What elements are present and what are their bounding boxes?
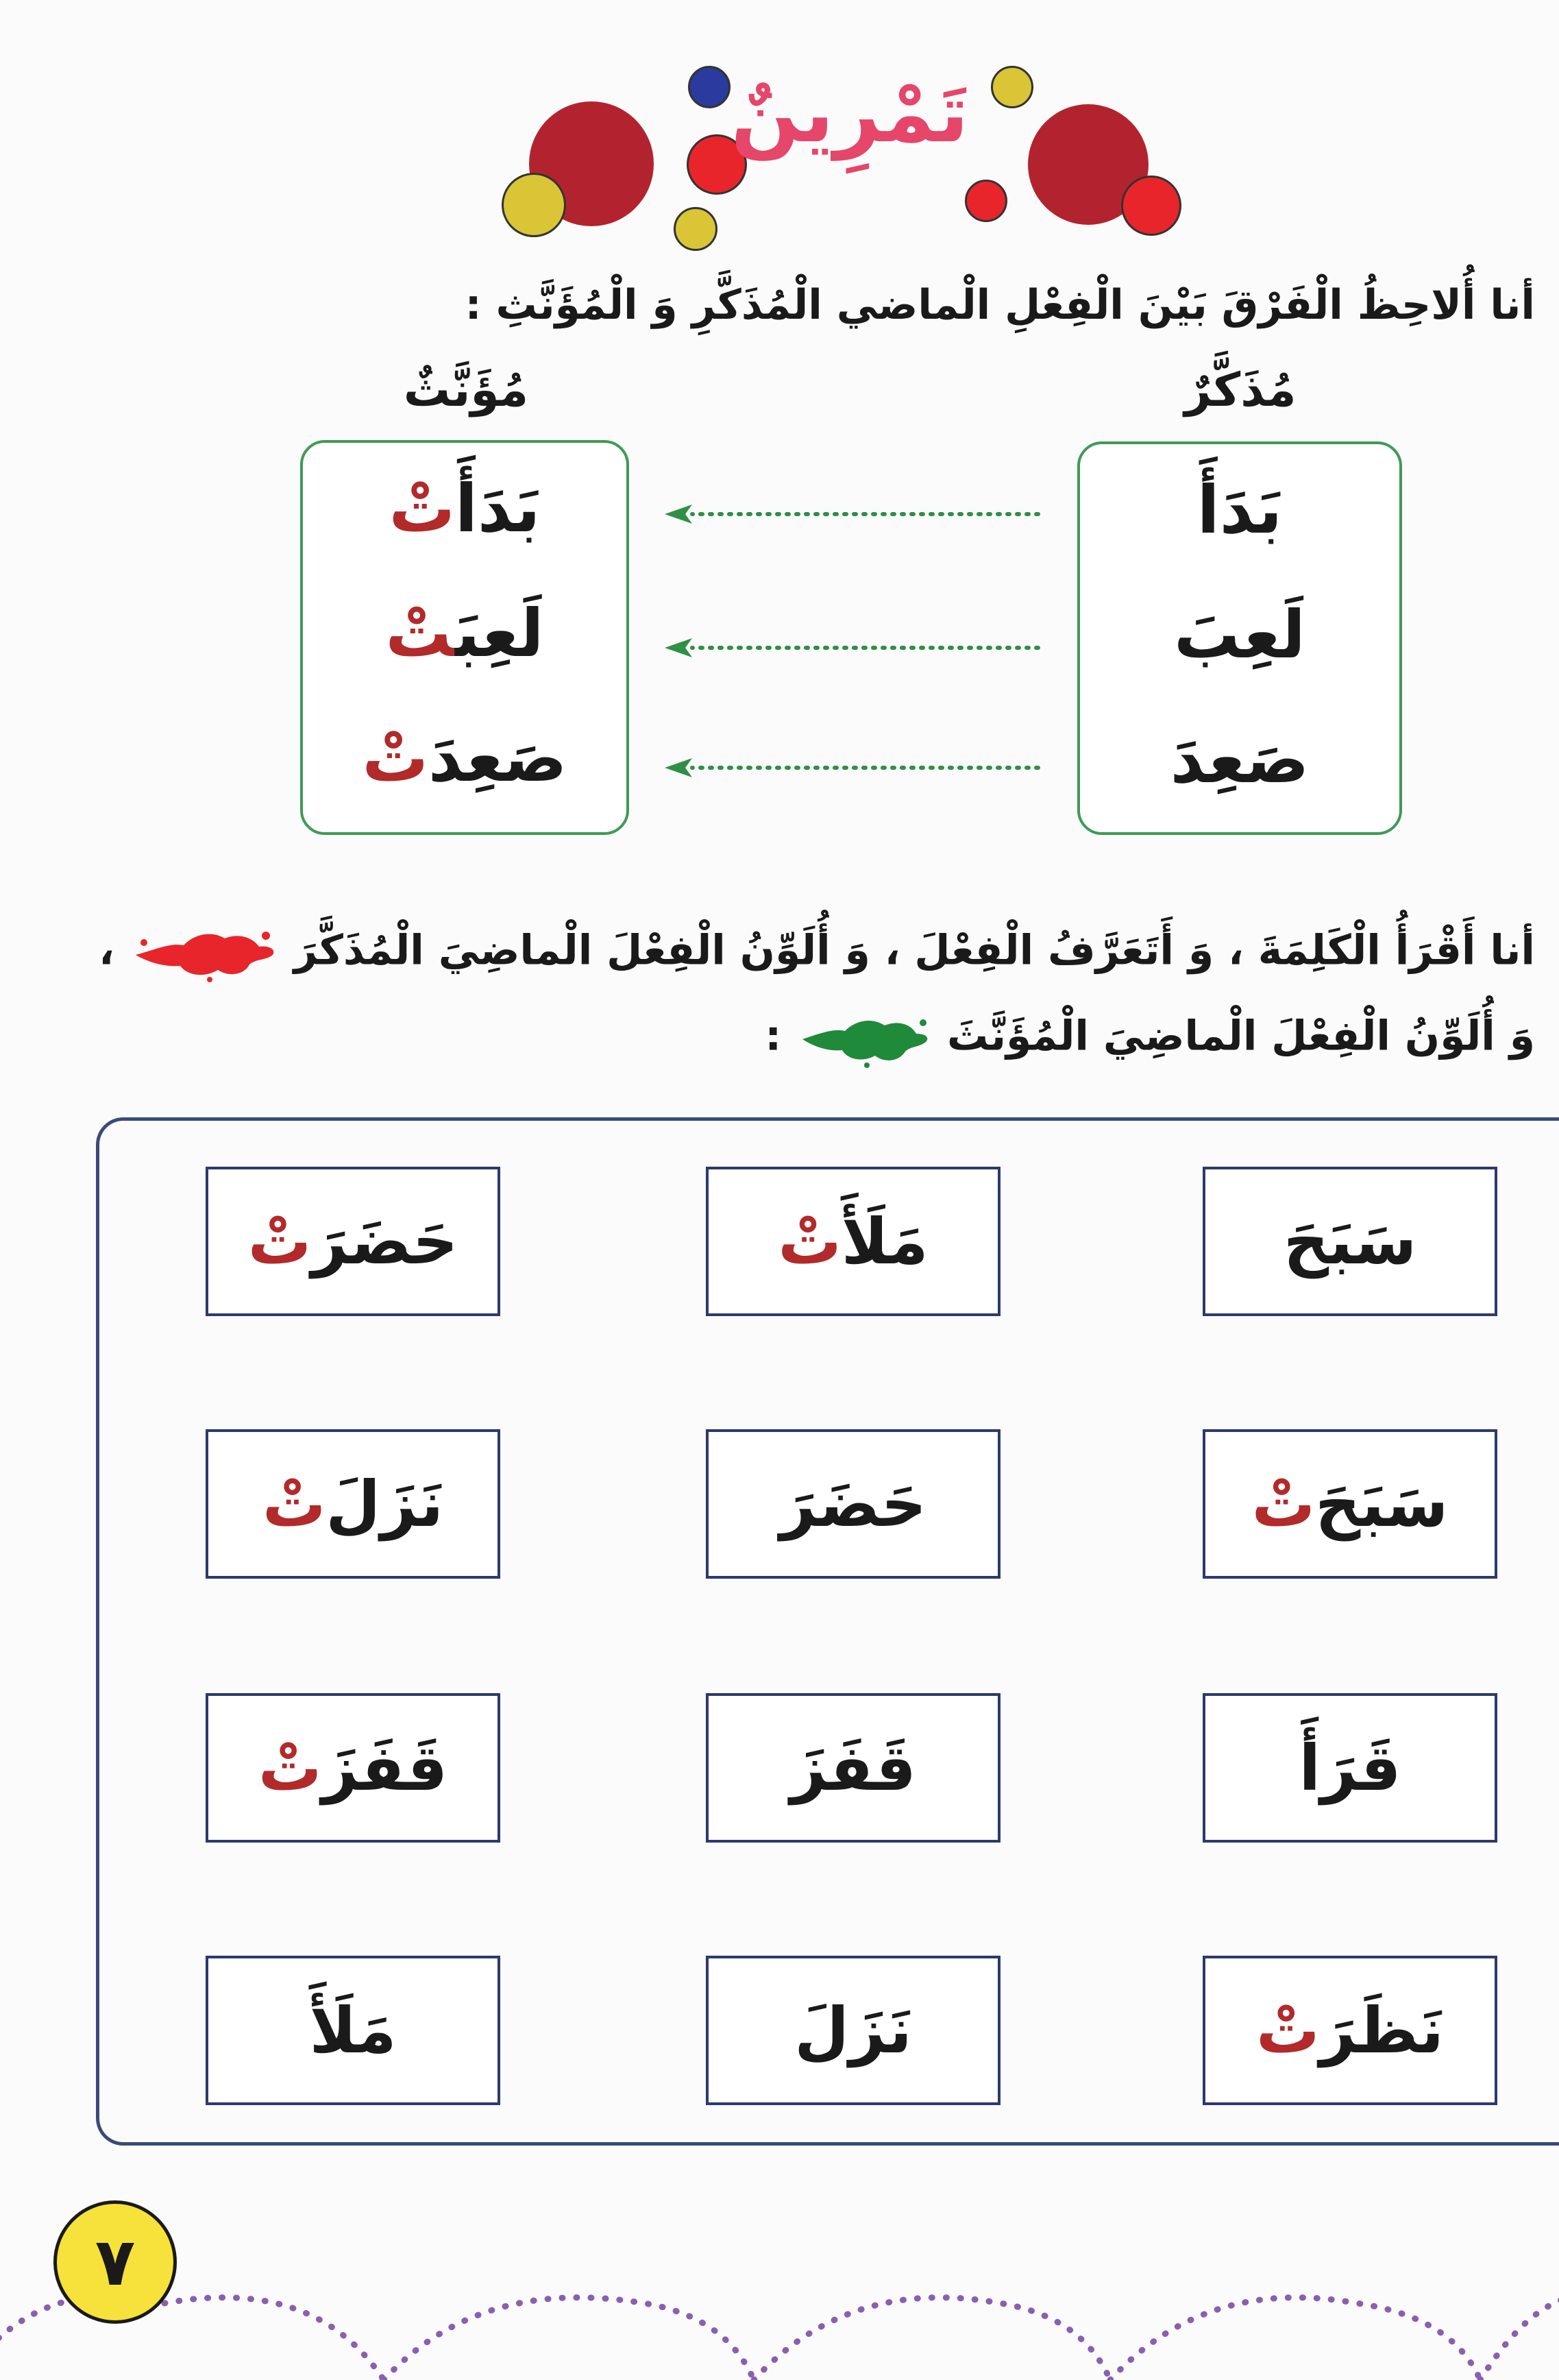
word-card[interactable]: [1203, 1693, 1497, 1843]
word-stem: نَظَرَ: [1319, 1993, 1444, 2067]
word-card[interactable]: [1203, 1956, 1497, 2105]
column-header-masculine: مُذَكَّرٌ: [1184, 363, 1297, 417]
word-card[interactable]: [206, 1693, 500, 1843]
word-stem: سَبَحَ: [1283, 1204, 1417, 1278]
word-stem: مَلَأَ: [309, 1993, 397, 2067]
dotted-scallop-border-icon: [0, 2262, 1559, 2380]
feminine-suffix: تْ: [1256, 1993, 1320, 2067]
word-card[interactable]: [206, 1429, 500, 1579]
word-card[interactable]: [706, 1167, 1001, 1316]
word-card[interactable]: [706, 1956, 1001, 2105]
page-number: ٧: [53, 2200, 177, 2324]
word-stem: صَعِدَ: [428, 720, 567, 797]
page-title: تَمْرِينٌ: [731, 66, 969, 160]
masculine-examples-box: [1077, 441, 1402, 835]
word-stem: قَفَزَ: [790, 1731, 916, 1805]
feminine-suffix: تْ: [362, 720, 429, 797]
feminine-suffix: تْ: [258, 1731, 322, 1805]
instruction-text: :: [765, 1012, 782, 1060]
word-card[interactable]: [206, 1956, 500, 2105]
word-stem: قَفَزَ: [321, 1731, 448, 1805]
feminine-suffix: تْ: [1251, 1467, 1316, 1541]
dotted-arrow-left-icon: [665, 634, 1048, 661]
dotted-arrow-left-icon: [665, 754, 1048, 781]
decor-circle: [965, 180, 1007, 222]
example-feminine-word: [303, 720, 626, 797]
example-masculine-word: لَعِبَ: [1174, 596, 1305, 673]
word-stem: نَزَلَ: [326, 1467, 444, 1541]
example-feminine-word: [303, 470, 626, 547]
instruction-color-line2: [765, 1008, 1535, 1069]
word-stem: حَضَرَ: [311, 1204, 458, 1278]
decor-circle: [1121, 175, 1181, 236]
instruction-color-line1: [99, 922, 1535, 984]
word-stem: بَدَأَ: [455, 470, 541, 547]
word-stem: مَلَأَ: [841, 1204, 929, 1278]
instruction-text: ،: [99, 926, 114, 975]
instruction-text: أنا أَقْرَأُ الْكَلِمَةَ ، وَ أَتَعَرَّفُ الْفِعْلَ ، وَ أُلَوِّنُ الْفِعْلَ الْماضِيَ الْمُذَكَّرَ: [293, 926, 1535, 975]
column-header-feminine: مُؤَنَّثٌ: [403, 363, 529, 417]
feminine-suffix: تْ: [247, 1204, 312, 1278]
feminine-suffix: تْ: [262, 1467, 326, 1541]
word-stem: لَعِبَ: [455, 595, 544, 672]
dotted-arrow-left-icon: [665, 500, 1048, 528]
red-paint-splash-icon: [129, 922, 280, 984]
feminine-suffix: تْ: [778, 1204, 842, 1278]
green-paint-splash-icon: [796, 1008, 933, 1069]
example-masculine-word: بَدَأَ: [1196, 472, 1283, 548]
word-stem: نَزَلَ: [794, 1993, 912, 2067]
feminine-examples-box: [300, 440, 629, 835]
word-card[interactable]: [706, 1429, 1001, 1579]
feminine-suffix: تْ: [385, 595, 456, 672]
example-masculine-word: صَعِدَ: [1170, 721, 1310, 798]
word-stem: حَضَرَ: [779, 1467, 927, 1541]
word-stem: قَرَأَ: [1299, 1731, 1401, 1805]
instruction-text: وَ أُلَوِّنُ الْفِعْلَ الْماضِيَ الْمُؤَنَّثَ: [947, 1012, 1535, 1060]
feminine-suffix: تْ: [389, 470, 456, 547]
instruction-compare: أنا أُلاحِظُ الْفَرْقَ بَيْنَ الْفِعْلِ الْماضي الْمُذَكَّرِ وَ الْمُؤَنَّثِ :: [465, 281, 1535, 329]
word-card[interactable]: [1203, 1167, 1497, 1316]
decor-circle: [674, 207, 717, 251]
example-feminine-word: [303, 595, 626, 672]
word-card[interactable]: [1203, 1429, 1497, 1579]
word-card[interactable]: [706, 1693, 1001, 1843]
word-card[interactable]: [206, 1167, 500, 1316]
word-stem: سَبَحَ: [1315, 1467, 1449, 1541]
decor-circle: [502, 173, 566, 237]
